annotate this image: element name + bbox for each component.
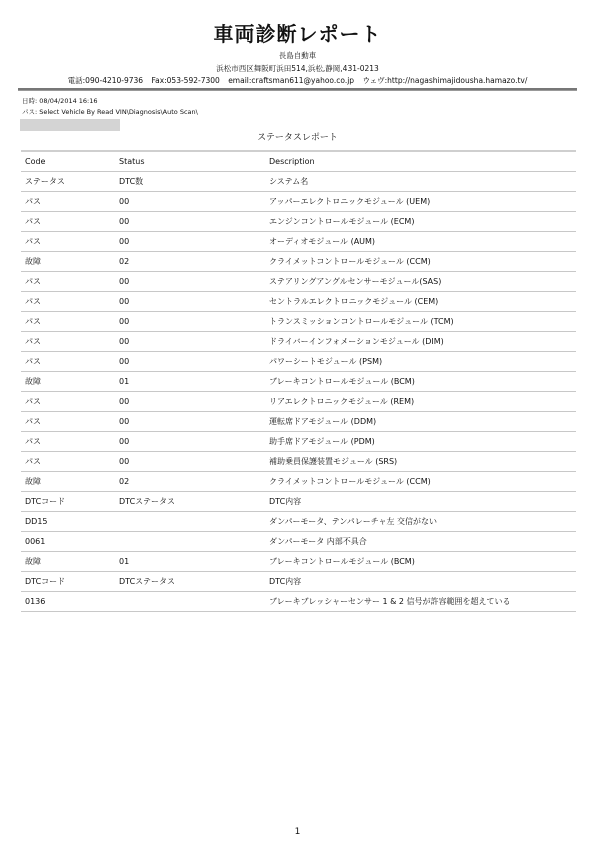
- diagnosis-path: パス: Select Vehicle By Read VIN\Diagnosis\Auto Scan\: [22, 108, 198, 116]
- cell-description: エンジンコントロールモジュール (ECM): [265, 212, 576, 232]
- cell-status: 00: [115, 212, 265, 232]
- cell-description: システム名: [265, 172, 576, 192]
- contact-line: [0, 75, 595, 86]
- cell-status: [115, 512, 265, 532]
- table-header-row: [21, 151, 576, 172]
- table-row: [21, 512, 576, 532]
- phone-text: 電話:090-4210-9736: [67, 76, 144, 85]
- cell-description: ブレーキブレッシャーセンサー 1 & 2 信号が許容範囲を超えている: [265, 592, 576, 612]
- table-row: [21, 432, 576, 452]
- cell-description: ダンパーモータ 内部不具合: [265, 532, 576, 552]
- cell-code: 故障: [21, 372, 115, 392]
- cell-code: パス: [21, 432, 115, 452]
- cell-code: 故障: [21, 552, 115, 572]
- cell-status: DTCステータス: [115, 492, 265, 512]
- cell-code: パス: [21, 392, 115, 412]
- cell-description: 補助乗員保護装置モジュール (SRS): [265, 452, 576, 472]
- table-row: [21, 192, 576, 212]
- website-text: ウェヴ:http://nagashimajidousha.hamazo.tv/: [362, 76, 528, 85]
- table-row: [21, 332, 576, 352]
- cell-status: 00: [115, 432, 265, 452]
- page-number: 1: [294, 827, 301, 837]
- cell-status: 00: [115, 312, 265, 332]
- column-header-status: Status: [115, 151, 265, 172]
- cell-description: セントラルエレクトロニックモジュール (CEM): [265, 292, 576, 312]
- table-row: [21, 312, 576, 332]
- table-row: [21, 552, 576, 572]
- cell-code: 故障: [21, 252, 115, 272]
- table-row: [21, 232, 576, 252]
- table-row: [21, 372, 576, 392]
- cell-status: 00: [115, 392, 265, 412]
- status-table: [21, 150, 576, 612]
- table-row: [21, 452, 576, 472]
- table-row: [21, 592, 576, 612]
- cell-description: クライメットコントロールモジュール (CCM): [265, 252, 576, 272]
- cell-code: 故障: [21, 472, 115, 492]
- cell-description: クライメットコントロールモジュール (CCM): [265, 472, 576, 492]
- cell-description: DTC内容: [265, 572, 576, 592]
- table-row: [21, 412, 576, 432]
- table-row: [21, 472, 576, 492]
- cell-status: 00: [115, 292, 265, 312]
- cell-description: ドライバーインフォメーションモジュール (DIM): [265, 332, 576, 352]
- cell-description: ステアリングアングルセンサーモジュール(SAS): [265, 272, 576, 292]
- cell-code: パス: [21, 212, 115, 232]
- cell-status: 00: [115, 352, 265, 372]
- cell-code: 0061: [21, 532, 115, 552]
- status-report-title: ステータスレポート: [257, 133, 338, 143]
- column-header-code: Code: [21, 151, 115, 172]
- cell-code: パス: [21, 312, 115, 332]
- table-row: [21, 212, 576, 232]
- cell-code: パス: [21, 292, 115, 312]
- cell-code: DTCコード: [21, 492, 115, 512]
- cell-description: DTC内容: [265, 492, 576, 512]
- cell-code: パス: [21, 192, 115, 212]
- cell-status: 00: [115, 332, 265, 352]
- cell-description: ブレーキコントロールモジュール (BCM): [265, 552, 576, 572]
- company-name: 長島自動車: [278, 51, 317, 60]
- table-row: [21, 272, 576, 292]
- cell-status: DTCステータス: [115, 572, 265, 592]
- cell-status: 00: [115, 412, 265, 432]
- table-row: [21, 492, 576, 512]
- cell-code: パス: [21, 272, 115, 292]
- cell-code: 0136: [21, 592, 115, 612]
- cell-code: DD15: [21, 512, 115, 532]
- cell-description: ダンパーモータ、テンパレーチャ左 交信がない: [265, 512, 576, 532]
- cell-code: パス: [21, 352, 115, 372]
- table-body: [21, 172, 576, 612]
- cell-description: 運転席ドアモジュール (DDM): [265, 412, 576, 432]
- company-address: 浜松市西区舞阪町浜田514,浜松,静岡,431-0213: [216, 64, 379, 73]
- cell-code: パス: [21, 452, 115, 472]
- cell-status: 02: [115, 252, 265, 272]
- cell-code: パス: [21, 232, 115, 252]
- report-date: 日時: 08/04/2014 16:16: [22, 97, 98, 105]
- cell-description: アッパーエレクトロニックモジュール (UEM): [265, 192, 576, 212]
- table-row: [21, 352, 576, 372]
- cell-description: パワーシートモジュール (PSM): [265, 352, 576, 372]
- cell-status: 01: [115, 372, 265, 392]
- cell-status: 01: [115, 552, 265, 572]
- cell-description: トランスミッションコントロールモジュール (TCM): [265, 312, 576, 332]
- table-row: [21, 252, 576, 272]
- fax-text: Fax:053-592-7300: [151, 76, 220, 85]
- table-row: [21, 392, 576, 412]
- cell-description: ブレーキコントロールモジュール (BCM): [265, 372, 576, 392]
- table-row: [21, 172, 576, 192]
- cell-code: パス: [21, 332, 115, 352]
- cell-status: 00: [115, 272, 265, 292]
- cell-status: 00: [115, 192, 265, 212]
- report-title-heading: 車両診断レポート: [213, 22, 382, 46]
- column-header-description: Description: [265, 151, 576, 172]
- cell-description: 助手席ドアモジュール (PDM): [265, 432, 576, 452]
- cell-status: 00: [115, 452, 265, 472]
- table-row: [21, 532, 576, 552]
- cell-status: [115, 592, 265, 612]
- email-text: email:craftsman611@yahoo.co.jp: [228, 76, 355, 85]
- table-row: [21, 292, 576, 312]
- cell-status: 00: [115, 232, 265, 252]
- cell-code: ステータス: [21, 172, 115, 192]
- cell-code: DTCコード: [21, 572, 115, 592]
- cell-status: [115, 532, 265, 552]
- cell-status: DTC数: [115, 172, 265, 192]
- cell-description: オーディオモジュール (AUM): [265, 232, 576, 252]
- cell-status: 02: [115, 472, 265, 492]
- header-divider: [18, 88, 577, 91]
- table-row: [21, 572, 576, 592]
- cell-code: パス: [21, 412, 115, 432]
- cell-description: リアエレクトロニックモジュール (REM): [265, 392, 576, 412]
